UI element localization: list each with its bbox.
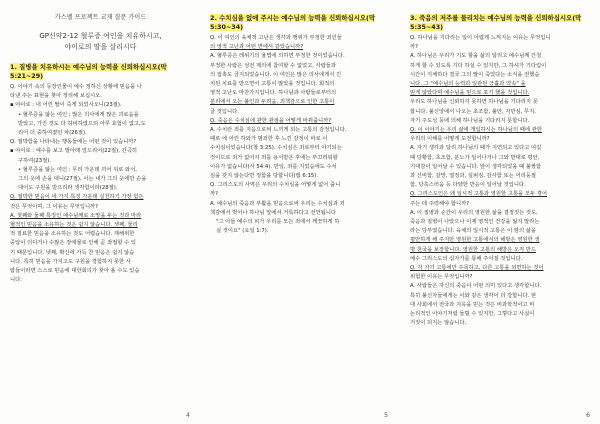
question-line: Q. 그리스도의 사역은 우리의 수치심을 어떻게 없어 줍니: [210, 182, 341, 189]
answer-line: A. 예수님의 죽음과 부활을 믿음으로써 우리는 수치심과 죄: [210, 200, 345, 207]
page-body: [210, 34, 391, 235]
answer-line: 과 신비함, 갈망, 열정과, 실퍼짐, 감사함 또는 어리둥절: [410, 173, 536, 180]
section-heading: [210, 14, 391, 32]
answer-line: A. 수치란 죄를 지음으로써 느끼게 되는 고통의 감정입니다.: [210, 127, 347, 134]
answer-line: 혈적인 믿음을 소유하는 것은 쉽지 않습니다. 셋째, 물리: [10, 222, 138, 229]
answer-line: 대어도 구원을 받으리라 생각함이라(28절).: [18, 185, 118, 192]
answer-line: 책감에서 벗어나 하나님 앞에서 거룩하다고 선언됩니다: [210, 209, 337, 216]
answer-line: 기대감이 일어날 수 있습니다. 앞이 생각되었을 때 불쌍함: [410, 163, 542, 170]
answer-line: 부정한 사람은 성전 제의에 참여할 수 없었고, 사람들과: [210, 62, 337, 69]
title-line-2: 야이로의 딸을 살리시다: [64, 43, 137, 51]
answer-line: 의 접촉도 금지되었습니다. 이 여인은 많은 의사에게서 긴: [210, 71, 342, 78]
question-line: 것은 무엇이며, 그 이유는 무엇입니까?: [10, 203, 98, 210]
question-line: Q. 이야기 속의 등장인물이 예수 정하신 상황에 믿음을 나: [10, 84, 142, 90]
answer-line: 니다.: [10, 277, 22, 284]
answer-line: 영적 고난도 마찬가지입니다. 하나님과 사람들로부터의: [210, 90, 337, 97]
answer-line: 평안하게 해 주지만 영원한 고통에서의 해방은 영원한 생: [410, 237, 540, 244]
page-number: 4: [186, 412, 190, 419]
answer-line: 예수 그리스도의 십자가를 통해 주어질 것입니다.: [410, 255, 523, 262]
answer-line: 합니다. 불신앙에서 나오는 초조함, 불안, 자만심, 무지,: [410, 108, 536, 115]
question-line: 의 영적 고난과 어떤 면에서 같았습니까?: [210, 44, 304, 51]
document-title: [10, 31, 191, 53]
answer-line: 우리도 하나님을 신뢰하지 못하면 하나님을 기다리지 못: [410, 99, 538, 106]
question-line: Q. 이 여인의 육체적 고난은 생각과 행위가 부정한 죄인들: [210, 35, 342, 41]
document-page-6: [400, 0, 600, 424]
answer-line: 함, 당혹스러움 등 다양한 반응이 일어날 것입니다.: [410, 182, 526, 189]
question-line: 까?: [410, 44, 418, 51]
answer-line: 대 사회에서 전국과 지옥을 믿는 것은 비과학적이고 비: [410, 301, 535, 308]
answer-line: 라는 당부였습니다. 육체의 일시적 고통은 이 땅의 삶을: [410, 228, 537, 235]
answer-line: 때로 에 어린 하와가 범죄한 후 느낀 감정이 바로 이: [210, 136, 328, 143]
answer-line: • 혈루증을 앓는 여인 : 무리 가운데 끼어 뒤로 와서,: [18, 166, 137, 173]
document-page-4: [0, 0, 200, 424]
answer-line: 것이므로 죄가 없어지 죄를 용서받은 후에는 부끄러워할: [210, 154, 338, 161]
question-line: 위험한 이유는 무엇입니까?: [410, 274, 473, 281]
question-line: Q. 각 자기 고통에만 주목하고, 다른 고통을 외면하는 것이: [410, 265, 544, 272]
answer-line: 수치심이었습니다(창 3:25). 수치심은 죄로부터 야기되는: [210, 145, 342, 152]
answer-line: 니다. 특히 믿음을 가지고도 구원을 경험하지 못한 사: [10, 258, 131, 265]
question-line: Q. 하나님을 기다리는 일이 어렵게 느껴지는 이유는 무엇입니: [410, 35, 551, 41]
answer-line: 그의 옷에 손을 대니(27절), 이는 내가 그의 옷에만 손을: [18, 176, 147, 183]
answer-line: 때 당황함, 초조함, 분노가 일어나거나 그와 반대로 평안,: [410, 154, 540, 161]
answer-line: • 혈루증을 앓는 여인 : 많은 의사에게 많은 괴로움을: [18, 111, 139, 118]
section-heading-text: 2. 수치심을 없애 주시는 예수님의 능력을 신뢰하십시오(막 5:30~34): [210, 14, 376, 31]
answer-line: 중압이 더디거나 수많은 장애물로 인해 곧 좌절할 수 있: [10, 240, 137, 247]
section-heading-text: 1. 질병을 치유하시는 예수님의 능력을 신뢰하십시오(막 5:21~29): [10, 63, 167, 80]
answer-line: 이유가 없습니다(사 54:4). 만일, 죄를 지었습에도 수치: [210, 163, 337, 170]
section-heading-text: 3. 죽음의 저주를 물리치는 예수님의 능력을 신뢰하십시오(막 5:35~43): [410, 14, 582, 31]
answer-line: 죽음과 질병이 나았으나 이제 영적인 건강을 잃지 말라는: [410, 219, 540, 226]
page-number: 6: [586, 412, 590, 419]
answer-line: ▪ 야이로 : 예수를 보고 발아래 엎드리어(22절), 간곡히: [10, 148, 137, 155]
answer-line: 거짓이 되지는 않습니다.: [410, 320, 467, 327]
question-line: Q. 절박함을 나타내는 행동들에는 어떤 것이 있습니까?: [10, 139, 137, 146]
answer-line: 명 천국을 보장합니다. 영원한 고통의 해방은 오직 반드: [410, 246, 537, 253]
question-line: 타낸 주는 표현을 찾아 정리해 보십시오.: [10, 93, 102, 100]
question-line: Q. 죽음은 수치심에 관한 관점을 어떻게 바꿔줍니까?: [210, 117, 332, 124]
answer-line: 분리에서 오는 불인과 두려움, 죄책감으로 인한 고통이: [210, 99, 335, 106]
answer-line: A. 첫째와 둘째 특징인 예수님께로 소망을 두는 것과 마라: [10, 212, 142, 219]
page-number: 5: [384, 412, 388, 419]
answer-line: A. 사람들은 자신의 죽음이 어떤 의미 있다고 생각합니다.: [410, 283, 542, 290]
question-line: 까?: [210, 191, 218, 198]
question-line: 주는 데 주력해야 합니까?: [410, 200, 470, 207]
answer-line: 구하여(23절).: [18, 157, 52, 164]
answer-line: 받았고, 가진 것도 다 허비하였으되 아무 효험이 없고,도: [18, 120, 146, 127]
answer-line: 리어 더 중하여졌던 차(26절).: [18, 130, 87, 137]
answer-line: "그 아들 예수의 피가 우리를 모든 죄에서 깨끗하게 하: [216, 219, 340, 226]
document-page-5: [200, 0, 400, 424]
answer-line: 치된 치료를 받으면서 고통이 많았을 것입니다. 회적의: [210, 81, 335, 88]
answer-line: A. 자기 생각과 달리 하나님의 때가 지연되고 있다고 여길: [410, 145, 542, 152]
answer-line: 자기 주도성 등에 의해 하나님을 기다리지 못합니다.: [410, 117, 530, 124]
answer-line: 클 것입니다.: [210, 108, 239, 115]
answer-line: 시간이 지체하다 결국 그의 딸이 죽었다는 소식을 전했습: [410, 71, 540, 78]
answer-line: A. 이 질병과 순간이 우리의 영원한 삶을 결정짓는 것도,: [410, 209, 538, 216]
title-line-1: GP신약2-12 혈루증 여인을 치유하시고,: [39, 32, 162, 40]
answer-line: 하게 할 수 있도록 기다 하실 수 있지만, 그 하셔가 기다림이: [410, 62, 547, 69]
answer-line: 특히 불신자들에게는 이와 같은 생각이 더 강합니다. 현: [410, 292, 537, 299]
answer-line: A. 하나님은 우리가 기도 할을 삶의 알리고 예수님께 간청: [410, 53, 542, 60]
question-line: Q. 이 이야기는 우리 삶에 개입하시는 하나님의 때에 관한: [410, 127, 542, 134]
section-heading: [410, 14, 591, 32]
answer-line: 기 때문입니다. 넷째, 확신에 가득 찬 믿음은 쉽지 않습: [10, 249, 135, 256]
question-line: Q. 그리스도인은 왜 일시적 고통과 영원한 고통을 모두 겪어: [410, 191, 548, 198]
running-head: 가스펠 프로젝트 교재 질문 가이드: [54, 14, 147, 21]
page-body: [410, 34, 591, 328]
answer-line: 람들이라면 스스로 믿음에 대한회의가 찾아 올 수도 있습: [10, 268, 140, 275]
answer-line: 심을 갖지 않는다면 정함을 당합니다(렘 6:15).: [210, 173, 318, 180]
answer-line: A. 혈루증은 레위기의 율법에 의하면 부정한 것이었습니다.: [210, 53, 345, 60]
answer-line: 논리적인 이야기처럼 들릴 수 있지만, 그렇다고 사실이: [410, 311, 535, 318]
question-line: 우리의 이해를 어떻게 도전합니까?: [410, 136, 490, 143]
question-line: Q. 절박한 믿음이 네 가지 특징 가운데 실천하기 가장 힘든: [10, 194, 144, 201]
answer-line: 실 것이요" (요일 1:7).: [216, 228, 269, 235]
section-heading: [10, 63, 191, 81]
answer-line: 니다. 그 "예수님의 능력과 일관된 긍휼과 약속" 을: [410, 81, 526, 88]
answer-line: 믿게 않았다며 예수님을 믿으로 포기 했을 것입니다.: [410, 90, 530, 97]
answer-line: 적 질료한 믿음을 소유하는 것도 어렵습니다. 재해위한: [10, 231, 135, 238]
answer-line: ▪ 야이로 : 내 어린 딸이 죽게 되었사오니(23절).: [10, 102, 122, 109]
page-body: [10, 83, 191, 284]
